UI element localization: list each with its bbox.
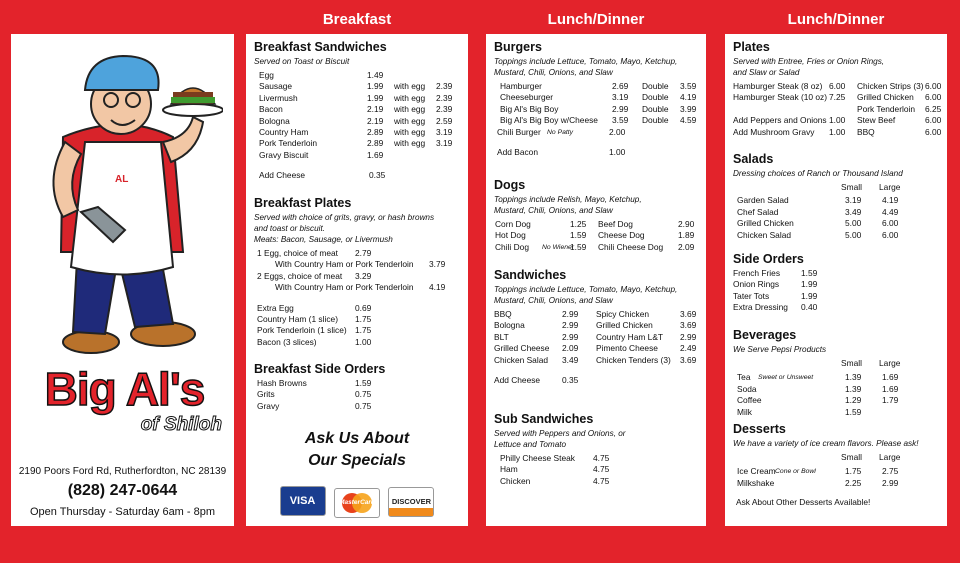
specials-line: Our Specials — [308, 452, 406, 469]
size-header: Small Large — [841, 182, 901, 192]
size-header: Small Large — [841, 452, 901, 462]
sandwiches-section — [486, 268, 706, 386]
lunch-dinner-panel-2 — [725, 34, 947, 526]
menu-item: Pork Tenderloin 2.89 with egg 3.19 — [259, 138, 453, 149]
menu-item: 2 Eggs, choice of meat 3.29 — [257, 270, 372, 281]
menu-item: Hamburger Steak (8 oz) 6.00 Chicken Strips (3) 6.00 — [733, 81, 942, 91]
address: 2190 Poors Ford Rd, Rutherfordton, NC 28139 — [18, 466, 227, 477]
section-note: Served on Toast or Biscuit — [254, 57, 350, 66]
menu-item: Add Cheese 0.35 — [494, 374, 579, 385]
section-title: Salads — [733, 152, 774, 166]
menu-item: Bacon 2.19 with egg 2.39 — [259, 104, 453, 115]
menu-item: Milkshake 2.25 2.99 — [737, 477, 899, 488]
section-note: Toppings include Relish, Mayo, Ketchup, — [494, 195, 642, 204]
section-note: Mustard, Chili, Onions, and Slaw — [494, 296, 613, 305]
menu-item: Grilled Chicken 5.00 6.00 — [737, 218, 899, 229]
menu-item: Pork Tenderloin (1 slice) 1.75 — [257, 325, 372, 336]
menu-item: Chicken 4.75 — [500, 475, 610, 486]
section-note: Mustard, Chili, Onions, and Slaw — [494, 68, 613, 77]
section-note: Meats: Bacon, Sausage, or Livermush — [254, 235, 393, 244]
menu-item: Chef Salad 3.49 4.49 — [737, 206, 899, 217]
section-note: We Serve Pepsi Products — [733, 345, 827, 354]
brand-subtitle: of Shiloh — [140, 414, 222, 435]
specials-callout — [246, 428, 468, 472]
menu-item: Chili Dog No Wiener 1.59 Chili Cheese Dog 2.09 — [495, 241, 695, 252]
side-orders-section — [725, 252, 947, 314]
section-note: Served with Peppers and Onions, or — [494, 429, 626, 438]
menu-item: Bacon (3 slices) 1.00 — [257, 336, 372, 347]
menu-item: 1 Egg, choice of meat 2.79 — [257, 248, 372, 258]
brand-logo — [17, 364, 232, 436]
menu-item: Add Mushroom Gravy 1.00 BBQ 6.00 — [733, 126, 942, 137]
menu-item: Ham 4.75 — [500, 464, 610, 475]
chef-mascot-icon — [23, 42, 223, 362]
plates-section — [725, 40, 947, 138]
menu-item: Chicken Salad 3.49 Chicken Tenders (3) 3.69 — [494, 354, 697, 365]
payment-cards — [246, 486, 468, 518]
specials-line: Ask Us About — [304, 430, 410, 447]
menu-item: Milk 1.59 — [737, 406, 862, 417]
section-title: Sub Sandwiches — [494, 412, 594, 426]
section-note: Toppings include Lettuce, Tomato, Mayo, Ketchup, — [494, 285, 678, 294]
menu-item: Big Al's Big Boy w/Cheese 3.59 Double 4.59 — [500, 115, 697, 126]
menu-item: Soda 1.39 1.69 — [737, 383, 899, 394]
menu-item: Hash Browns 1.59 — [257, 378, 372, 388]
discover-card-icon: DISCOVER — [388, 487, 434, 517]
phone-number[interactable]: (828) 247-0644 — [67, 482, 178, 499]
svg-text:AL: AL — [115, 174, 129, 185]
menu-item: Corn Dog 1.25 Beef Dog 2.90 — [495, 219, 695, 229]
size-header: Small Large — [841, 358, 901, 368]
lunch-dinner-panel-1 — [486, 34, 706, 526]
menu-item: BBQ 2.99 Spicy Chicken 3.69 — [494, 309, 697, 319]
menu-item: Grilled Cheese 2.09 Pimento Cheese 2.49 — [494, 343, 697, 354]
menu-item: Livermush 1.99 with egg 2.39 — [259, 92, 453, 103]
menu-item: Grits 0.75 — [257, 389, 372, 400]
mastercard-card-icon: MasterCard — [334, 488, 380, 518]
section-title: Breakfast Side Orders — [254, 362, 386, 376]
section-title: Dogs — [494, 178, 526, 192]
lunch-dinner-header-2: Lunch/Dinner — [787, 11, 885, 28]
breakfast-plates-section — [246, 196, 468, 348]
beverages-section — [725, 328, 947, 418]
menu-item: Onion Rings 1.99 — [733, 279, 818, 290]
menu-item: Tater Tots 1.99 — [733, 290, 818, 301]
menu-item: Egg 1.49 — [259, 70, 384, 80]
menu-item: Bologna 2.99 Grilled Chicken 3.69 — [494, 320, 697, 331]
section-note: and toast or biscuit. — [254, 224, 325, 233]
section-note: and Slaw or Salad — [733, 68, 800, 77]
section-title: Side Orders — [733, 252, 804, 266]
breakfast-header: Breakfast — [322, 11, 392, 28]
menu-item: Extra Dressing 0.40 — [733, 302, 818, 313]
section-title: Plates — [733, 40, 770, 54]
visa-card-icon: VISA — [280, 486, 326, 516]
menu-item: Bologna 2.19 with egg 2.59 — [259, 115, 453, 126]
menu-item: Chili Burger No Patty 2.00 — [497, 126, 626, 137]
menu-item: Big Al's Big Boy 2.99 Double 3.99 — [500, 103, 697, 114]
menu-item: Sausage 1.99 with egg 2.39 — [259, 81, 453, 92]
brand-panel — [11, 34, 234, 526]
section-note: Lettuce and Tomato — [494, 440, 567, 449]
menu-item: Philly Cheese Steak 4.75 — [500, 453, 610, 463]
menu-item: Cheeseburger 3.19 Double 4.19 — [500, 92, 697, 103]
menu-item: With Country Ham or Pork Tenderloin 3.79 — [275, 259, 446, 270]
menu-item: Pork Tenderloin 6.25 — [857, 103, 942, 114]
burgers-section — [486, 40, 706, 158]
section-note: Served with Entree, Fries or Onion Rings, — [733, 57, 885, 66]
breakfast-side-orders-section — [246, 362, 468, 412]
menu-item: Add Cheese 0.35 — [259, 170, 386, 181]
menu-item: Gravy Biscuit 1.69 — [259, 149, 384, 160]
section-note: Mustard, Chili, Onions, and Slaw — [494, 206, 613, 215]
section-note: Dressing choices of Ranch or Thousand Island — [733, 169, 903, 178]
desserts-footer: Ask About Other Desserts Available! — [736, 497, 871, 508]
section-title: Beverages — [733, 328, 797, 342]
dogs-section — [486, 178, 706, 253]
menu-item: Gravy 0.75 — [257, 400, 372, 411]
section-title: Sandwiches — [494, 268, 567, 282]
menu-item: Country Ham (1 slice) 1.75 — [257, 313, 372, 324]
menu-item: Tea Sweet or Unsweet 1.39 1.69 — [737, 372, 899, 383]
menu-item: Chicken Salad 5.00 6.00 — [737, 229, 899, 240]
menu-item: Coffee 1.29 1.79 — [737, 395, 899, 406]
menu-item: Hot Dog 1.59 Cheese Dog 1.89 — [495, 230, 695, 241]
menu-item: Hamburger Steak (10 oz) 7.25 Grilled Chicken 6.00 — [733, 92, 942, 103]
breakfast-panel — [246, 34, 468, 526]
menu-item: Garden Salad 3.19 4.19 — [737, 195, 899, 206]
hours: Open Thursday - Saturday 6am - 8pm — [29, 506, 216, 518]
desserts-section — [725, 422, 947, 509]
menu-item: With Country Ham or Pork Tenderloin 4.19 — [275, 282, 446, 293]
salads-section — [725, 152, 947, 241]
section-note: Toppings include Lettuce, Tomato, Mayo, Ketchup, — [494, 57, 678, 66]
menu-item: Add Bacon 1.00 — [497, 146, 626, 157]
section-title: Breakfast Sandwiches — [254, 40, 387, 54]
section-title: Desserts — [733, 422, 786, 436]
section-title: Breakfast Plates — [254, 196, 352, 210]
breakfast-sandwiches-section — [246, 40, 468, 182]
menu-item: Ice Cream Cone or Bowl 1.75 2.75 — [737, 466, 899, 477]
menu-item: Country Ham 2.89 with egg 3.19 — [259, 126, 453, 137]
section-note: We have a variety of ice cream flavors. Please ask! — [733, 439, 919, 448]
section-note: Served with choice of grits, gravy, or hash browns — [254, 213, 435, 222]
sub-sandwiches-section — [486, 412, 706, 487]
menu-item: Add Peppers and Onions 1.00 Stew Beef 6.00 — [733, 115, 942, 126]
lunch-dinner-header-1: Lunch/Dinner — [547, 11, 645, 28]
menu-item: French Fries 1.59 — [733, 268, 818, 278]
menu-item: Extra Egg 0.69 — [257, 302, 372, 313]
menu-item: BLT 2.99 Country Ham L&T 2.99 — [494, 331, 697, 342]
section-title: Burgers — [494, 40, 542, 54]
brand-name: Big Al's — [44, 363, 205, 415]
menu-item: Hamburger 2.69 Double 3.59 — [500, 81, 697, 91]
